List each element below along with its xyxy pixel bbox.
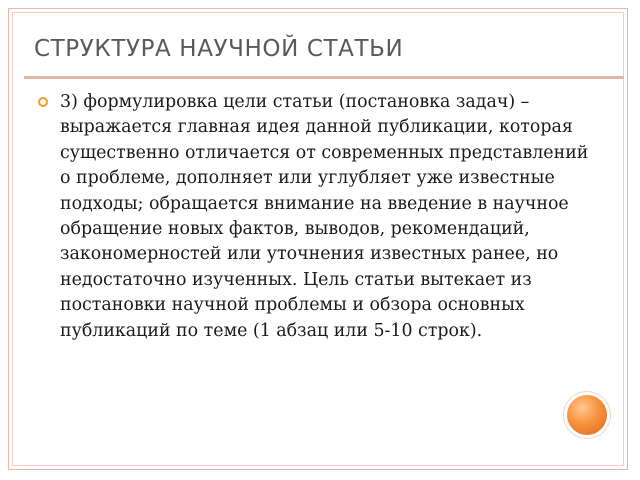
bullet-text: 3) формулировка цели статьи (постановка задач) – выражается главная идея данной публикации, которая существенно отличается от современных представлений о проблеме, дополняет или углубляет уже известные подходы; обращается внимание на введение в научное обращение новых фактов, выводов, рекомендаций, закономерностей или уточнения известных ранее, но недостаточно изученных. Цель статьи вытекает из постановки научной проблемы и обзора основных публикаций по теме (1 абзац или 5-10 строк). — [60, 92, 589, 341]
orange-circle-icon — [567, 395, 607, 435]
slide-title: СТРУКТУРА НАУЧНОЙ СТАТЬИ — [34, 36, 404, 62]
bullet-icon — [38, 97, 48, 107]
title-divider — [24, 76, 624, 79]
